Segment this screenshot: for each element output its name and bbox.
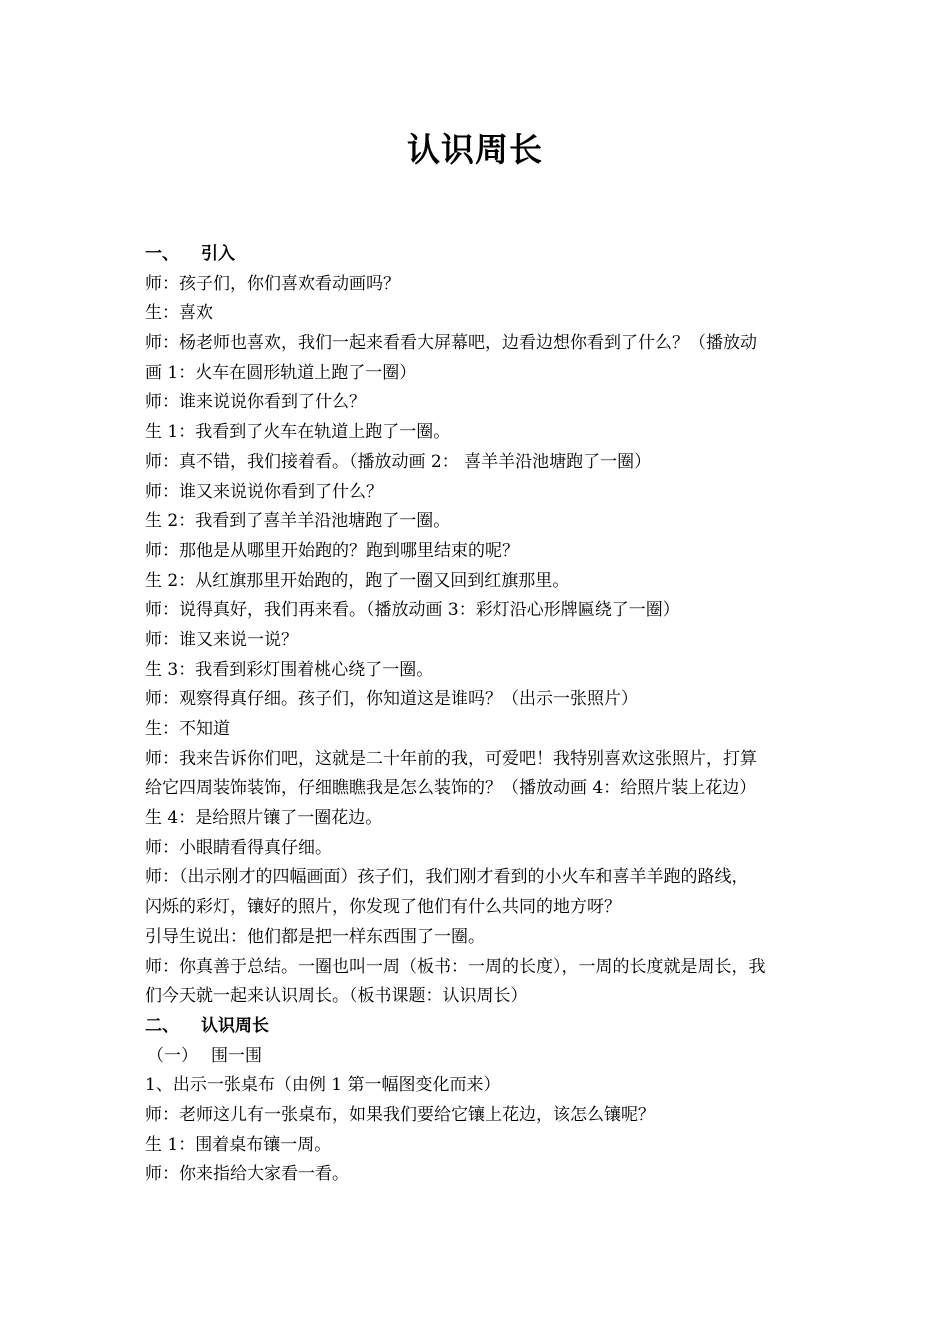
text-line: 师：观察得真仔细。孩子们，你知道这是谁吗？（出示一张照片） [145, 689, 638, 710]
text-line: 师：（出示刚才的四幅画面）孩子们，我们刚才看到的小火车和喜羊羊跑的路线， [145, 867, 749, 888]
section-number: 二、 [145, 1015, 179, 1036]
section-heading [145, 1012, 810, 1042]
section-heading [145, 240, 810, 270]
text-line: 师：那他是从哪里开始跑的？跑到哪里结束的呢？ [145, 540, 519, 561]
text-line: 生 3：我看到彩灯围着桃心绕了一圈。 [145, 659, 434, 680]
text-line: 生：喜欢 [145, 303, 213, 324]
text-line: 师：真不错，我们接着看。（播放动画 2： 喜羊羊沿池塘跑了一圈） [145, 451, 652, 472]
text-line: 师：小眼睛看得真仔细。 [145, 837, 332, 858]
document-body [145, 240, 810, 1190]
text-line: 师：谁又来说一说？ [145, 629, 298, 650]
document-title: 认识周长 [407, 130, 543, 169]
text-line: 生 1：我看到了火车在轨道上跑了一圈。 [145, 422, 451, 443]
text-line: 生 2：我看到了喜羊羊沿池塘跑了一圈。 [145, 511, 451, 532]
section-title: 认识周长 [201, 1015, 269, 1036]
text-line: 师：杨老师也喜欢，我们一起来看看大屏幕吧，边看边想你看到了什么？（播放动 [145, 333, 757, 354]
text-line: 师：谁又来说说你看到了什么？ [145, 481, 383, 502]
text-line: 画 1：火车在圆形轨道上跑了一圈） [145, 362, 417, 383]
text-line: 闪烁的彩灯，镶好的照片，你发现了他们有什么共同的地方呀？ [145, 897, 621, 918]
text-line: 1、出示一张桌布（由例 1 第一幅图变化而来） [145, 1075, 501, 1096]
subsection-heading [145, 1042, 810, 1072]
text-line: 师：谁来说说你看到了什么？ [145, 392, 366, 413]
text-line: 给它四周装饰装饰，仔细瞧瞧我是怎么装饰的？（播放动画 4：给照片装上花边） [145, 778, 757, 799]
text-line: 生：不知道 [145, 719, 230, 739]
text-line: 师：你来指给大家看一看。 [145, 1164, 349, 1185]
subsection-title: 围一围 [211, 1045, 262, 1066]
text-line: 师：孩子们，你们喜欢看动画吗？ [145, 273, 400, 294]
text-line: 生 4：是给照片镶了一圈花边。 [145, 808, 383, 829]
text-line: 生 1：围着桌布镶一周。 [145, 1134, 332, 1155]
text-line: 师：我来告诉你们吧，这就是二十年前的我，可爱吧！我特别喜欢这张照片，打算 [145, 748, 757, 769]
text-line: 师：你真善于总结。一圈也叫一周（板书：一周的长度），一周的长度就是周长，我 [145, 956, 766, 977]
subsection-number: （一） [147, 1045, 198, 1066]
text-line: 师：老师这儿有一张桌布，如果我们要给它镶上花边，该怎么镶呢？ [145, 1104, 655, 1125]
text-line: 引导生说出：他们都是把一样东西围了一圈。 [145, 926, 485, 947]
text-line: 师：说得真好，我们再来看。（播放动画 3：彩灯沿心形牌匾绕了一圈） [145, 600, 680, 621]
text-line: 生 2：从红旗那里开始跑的，跑了一圈又回到红旗那里。 [145, 570, 570, 591]
section-title: 引入 [201, 244, 235, 264]
section-number: 一、 [145, 244, 179, 264]
text-line: 们今天就一起来认识周长。（板书课题：认识周长） [145, 986, 528, 1007]
